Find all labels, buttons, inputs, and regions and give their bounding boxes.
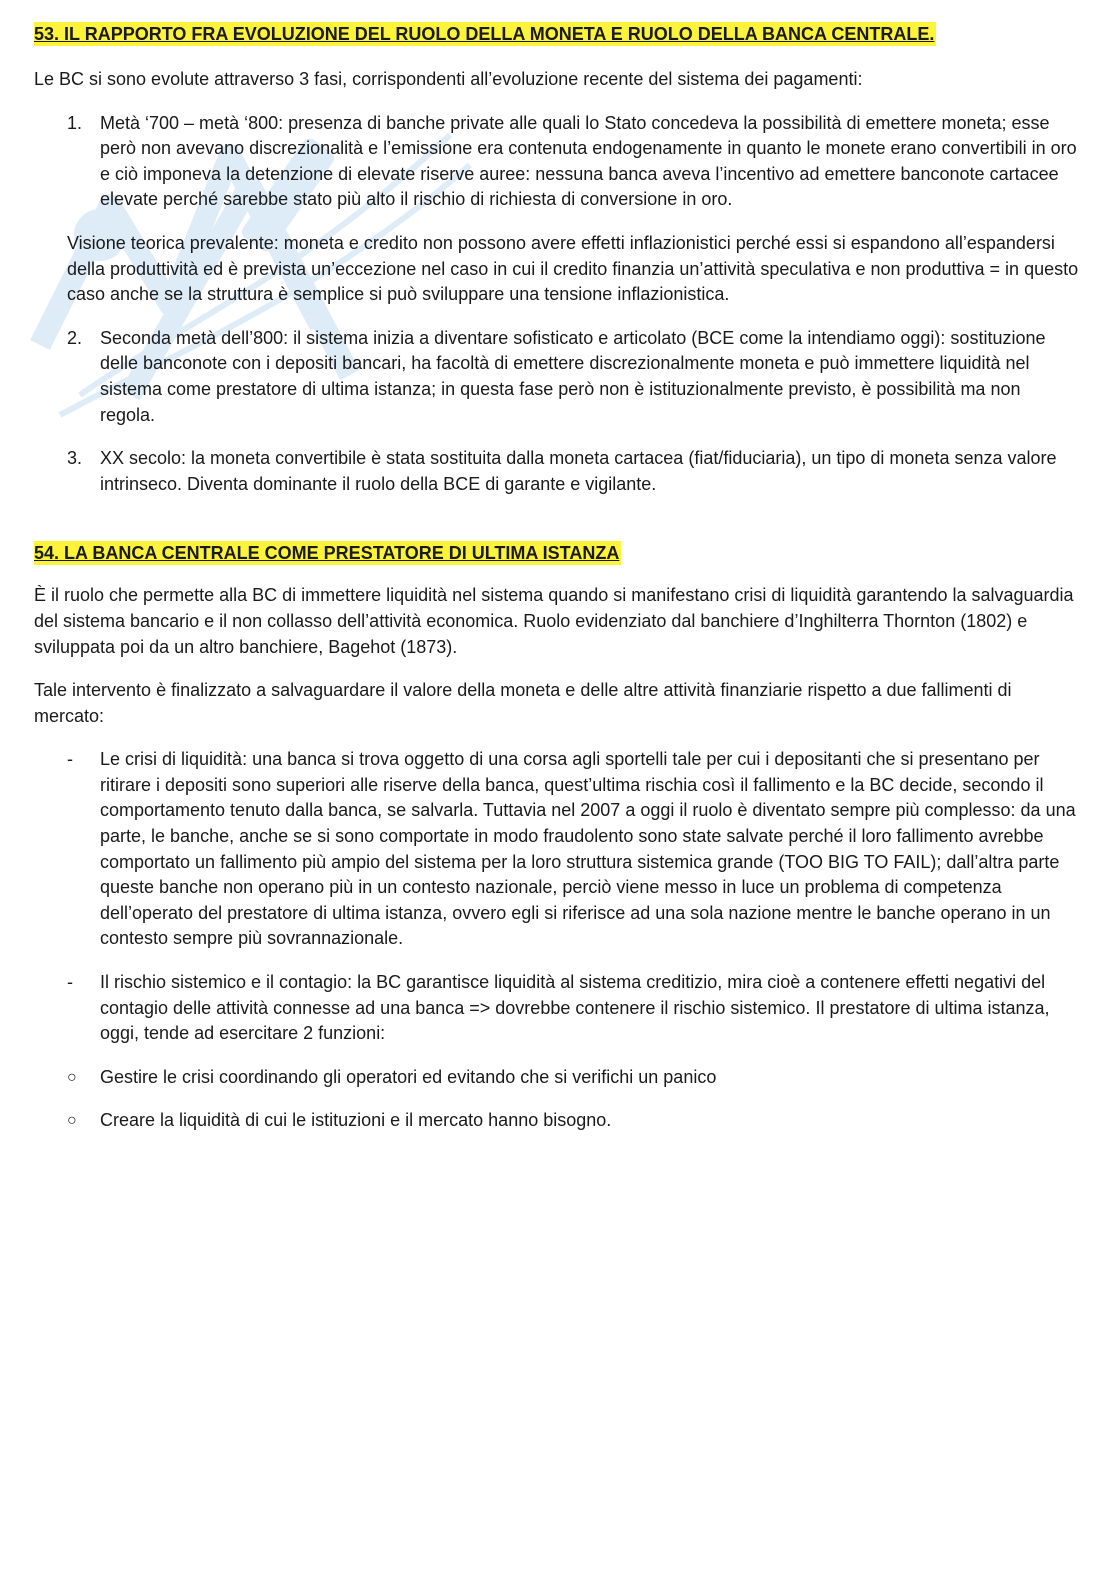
section-53-phase-list — [34, 111, 1080, 213]
list-item-manage-crises — [34, 1065, 1080, 1091]
list-item-text: Il rischio sistemico e il contagio: la BC garantisce liquidità al sistema creditizio, mira cioè a contenere effetti negativi del contagio delle attività connesse ad una banca => dovrebbe contenere il rischio sistemico. Il prestatore di ultima istanza, oggi, tende ad esercitare 2 funzioni: — [100, 972, 1050, 1044]
list-item-phase-1 — [34, 111, 1080, 213]
theory-paragraph: Visione teorica prevalente: moneta e credito non possono avere effetti inflazionistici perché essi si espandono all’espandersi della produttività ed è prevista un’eccezione nel caso in cui il credito finanzia un’attività speculativa e non produttiva = in questo caso anche se la struttura è semplice si può sviluppare una tensione inflazionistica. — [67, 232, 1079, 305]
section-53-heading-wrap — [34, 22, 1080, 46]
section-53-phase-list-continued — [34, 326, 1080, 498]
list-item-text: Creare la liquidità di cui le istituzioni e il mercato hanno bisogno. — [100, 1110, 612, 1131]
list-item-text: XX secolo: la moneta convertibile è stata sostituita dalla moneta cartacea (fiat/fiduciaria), un tipo di moneta senza valore intrinseco. Diventa dominante il ruolo della BCE di garante e vigilante. — [100, 448, 1057, 494]
section-54-heading-wrap — [34, 541, 1080, 565]
section-54-heading: 54. LA BANCA CENTRALE COME PRESTATORE DI ULTIMA ISTANZA — [34, 543, 620, 564]
circle-bullet: ○ — [67, 1068, 77, 1086]
list-item-systemic-risk — [34, 970, 1080, 1047]
circle-bullet: ○ — [67, 1112, 77, 1130]
dash-bullet: - — [67, 972, 73, 993]
list-marker: 3. — [67, 448, 83, 469]
section-54-paragraph-1: È il ruolo che permette alla BC di immettere liquidità nel sistema quando si manifestano crisi di liquidità garantendo la salvaguardia del sistema bancario e il non collasso dell’attività economica. Ruolo evidenziato dal banchiere d’Inghilterra Thornton (1802) e sviluppata poi da un altro banchiere, Bagehot (1873). — [34, 585, 1074, 657]
list-item-phase-2 — [34, 326, 1080, 428]
dash-bullet: - — [67, 749, 73, 770]
list-marker: 2. — [67, 327, 83, 348]
list-item-liquidity-crisis — [34, 747, 1080, 952]
list-item-text: Le crisi di liquidità: una banca si trova oggetto di una corsa agli sportelli tale per cui i depositanti che si presentano per ritirare i depositi sono superiori alle riserve della banca, quest’ultima rischia così il fallimento e la BC decide, secondo il comportamento tenuto dalla banca, se salvarla. Tuttavia nel 2007 a oggi il ruolo è diventato sempre più complesso: da una parte, le banche, anche se si sono comportate in modo fraudolento sono state salvate perché il loro fallimento avrebbe comportato un fallimento più ampio del sistema per la loro struttura sistemica grande (TOO BIG TO FAIL); dall’altra parte queste banche non operano più in un contesto nazionale, perciò viene messo in luce un problema di competenza dell’operato del prestatore di ultima istanza, ovvero egli si riferisce ad una sola nazione mentre le banche operano in un contesto sempre più sovrannazionale. — [100, 749, 1076, 949]
document-page — [34, 20, 1080, 1134]
section-54-bullet-list — [34, 747, 1080, 1134]
section-53-intro: Le BC si sono evolute attraverso 3 fasi, corrispondenti all’evoluzione recente del sistema dei pagamenti: — [34, 69, 863, 89]
list-item-text: Metà ‘700 – metà ‘800: presenza di banche private alle quali lo Stato concedeva la possibilità di emettere moneta; esse però non avevano discrezionalità e l’emissione era contenuta endogenamente in quanto le monete erano convertibili in oro e ciò imponeva la detenzione di elevate riserve auree: nessuna banca aveva l’incentivo ad emettere banconote cartacee elevate perché sarebbe stato più alto il rischio di richiesta di conversione in oro. — [100, 112, 1077, 210]
section-54-paragraph-2: Tale intervento è finalizzato a salvaguardare il valore della moneta e delle altre attività finanziarie rispetto a due fallimenti di mercato: — [34, 680, 1012, 726]
list-item-text: Gestire le crisi coordinando gli operatori ed evitando che si verifichi un panico — [100, 1066, 717, 1087]
list-marker: 1. — [67, 112, 83, 133]
list-item-phase-3 — [34, 446, 1080, 497]
list-item-create-liquidity — [34, 1108, 1080, 1134]
list-item-text: Seconda metà dell’800: il sistema inizia a diventare sofisticato e articolato (BCE come la intendiamo oggi): sostituzione delle banconote con i depositi bancari, ha facoltà di emettere discrezionalmente moneta e può immettere liquidità nel sistema come prestatore di ultima istanza; in questa fase però non è istituzionalmente previsto, è possibilità ma non regola. — [100, 327, 1046, 425]
section-53-heading: 53. IL RAPPORTO FRA EVOLUZIONE DEL RUOLO DELLA MONETA E RUOLO DELLA BANCA CENTRALE. — [34, 24, 935, 44]
